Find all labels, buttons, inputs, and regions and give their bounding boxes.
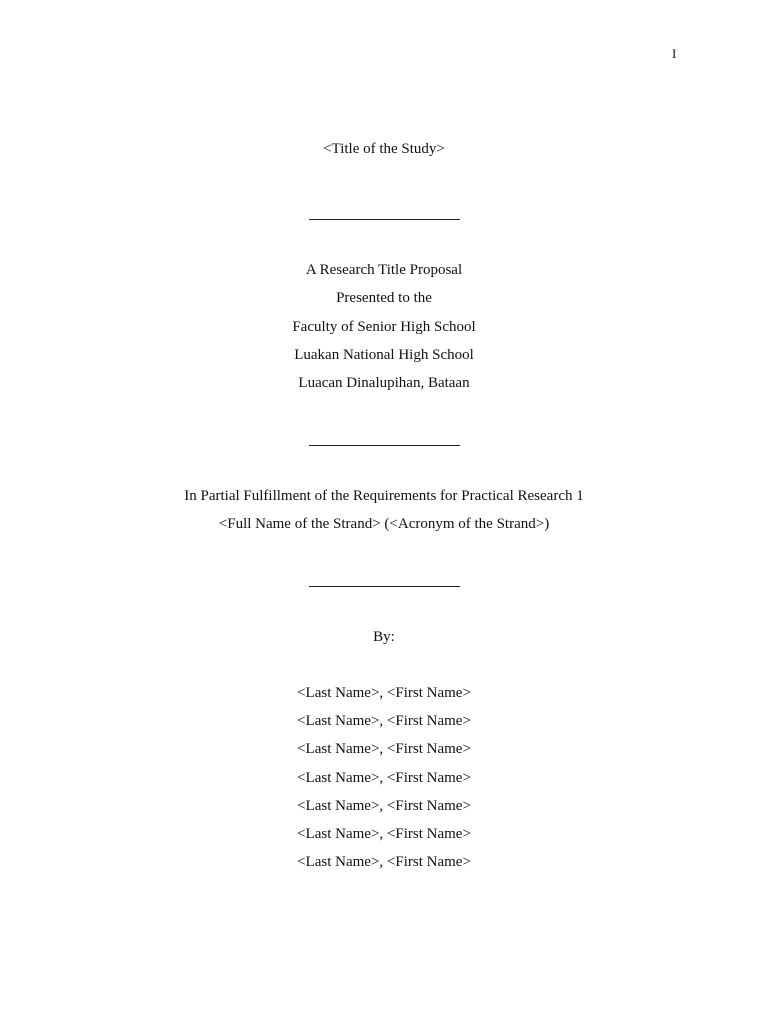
author-name: <Last Name>, <First Name> (297, 826, 471, 842)
by-label: By: (373, 629, 395, 645)
author-name: <Last Name>, <First Name> (297, 854, 471, 870)
proposal-line-3: Faculty of Senior High School (292, 319, 476, 335)
author-name: <Last Name>, <First Name> (297, 713, 471, 729)
proposal-line-2: Presented to the (336, 290, 432, 306)
fulfillment-line-1: In Partial Fulfillment of the Requirements for Practical Research 1 (184, 488, 584, 504)
author-name: <Last Name>, <First Name> (297, 770, 471, 786)
separator-rule-1 (309, 219, 460, 220)
proposal-line-1: A Research Title Proposal (305, 262, 463, 278)
proposal-line-5: Luacan Dinalupihan, Bataan (298, 375, 470, 391)
author-name: <Last Name>, <First Name> (297, 741, 471, 757)
author-name: <Last Name>, <First Name> (297, 798, 471, 814)
separator-rule-3 (309, 586, 460, 587)
fulfillment-line-2: <Full Name of the Strand> (<Acronym of the Strand>) (218, 516, 550, 532)
proposal-line-4: Luakan National High School (294, 347, 474, 363)
separator-rule-2 (309, 445, 460, 446)
study-title: <Title of the Study> (323, 141, 445, 157)
author-name: <Last Name>, <First Name> (297, 685, 471, 701)
page-number: I (672, 46, 677, 61)
